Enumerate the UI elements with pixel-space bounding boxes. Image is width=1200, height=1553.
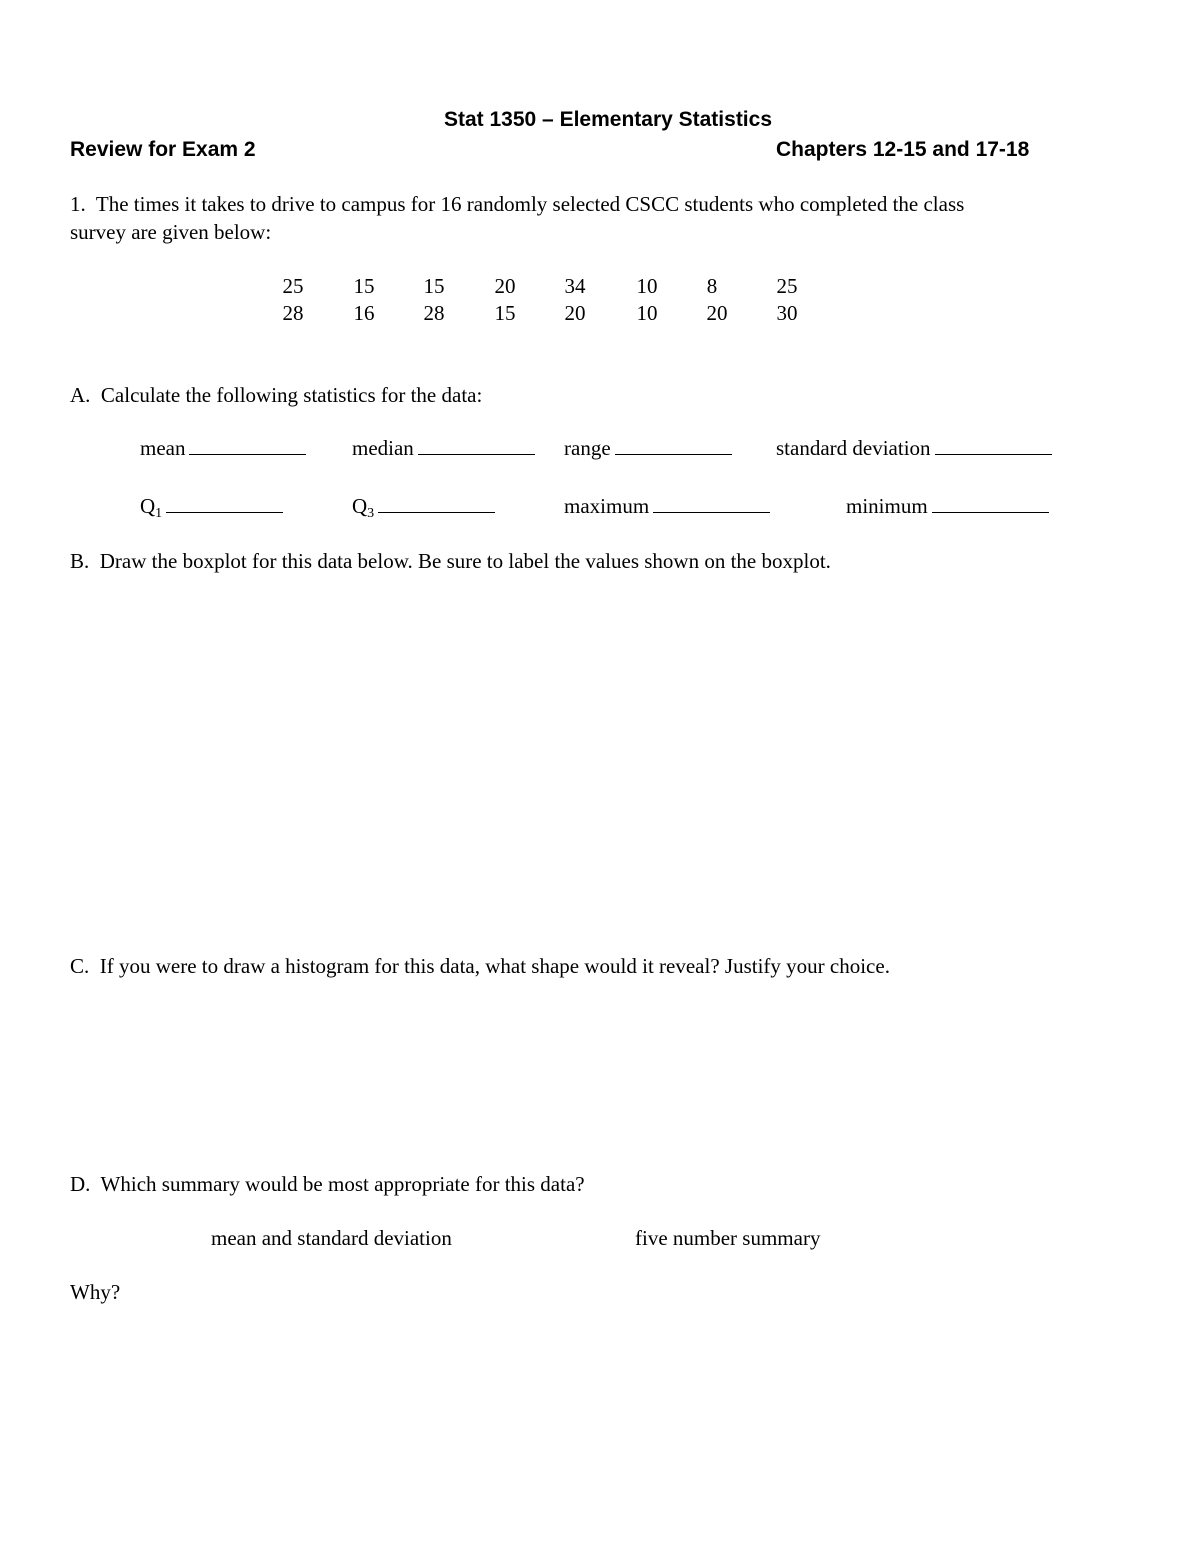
question-number: 1. — [70, 192, 86, 216]
range-item — [564, 436, 732, 461]
question-intro-line1: The times it takes to drive to campus for 16 randomly selected CSCC students who completed the class — [95, 192, 965, 216]
data-cell: 28 — [282, 301, 304, 325]
data-cell: 15 — [423, 274, 445, 298]
data-cell: 20 — [706, 301, 728, 325]
data-cell: 20 — [564, 301, 586, 325]
why-answer-area[interactable] — [70, 1315, 1130, 1495]
median-item — [352, 436, 535, 461]
q3-answer-blank[interactable] — [378, 495, 495, 513]
range-label: range — [564, 436, 611, 460]
data-cell: 8 — [706, 274, 718, 298]
minimum-label: minimum — [846, 494, 928, 518]
why-prompt: Why? — [70, 1280, 121, 1304]
median-label: median — [352, 436, 414, 460]
header-right: Chapters 12-15 and 17-18 — [776, 138, 1030, 161]
data-cell: 34 — [564, 274, 586, 298]
histogram-answer-area[interactable] — [70, 995, 1130, 1155]
mean-item — [140, 436, 306, 461]
mean-label: mean — [140, 436, 186, 460]
std-dev-label: standard deviation — [776, 436, 931, 460]
question-1-intro — [70, 192, 964, 217]
q1-item — [140, 494, 283, 522]
option-mean-std-dev[interactable]: mean and standard deviation — [211, 1226, 452, 1250]
median-answer-blank[interactable] — [418, 437, 535, 455]
data-cell: 28 — [423, 301, 445, 325]
part-b-text: Draw the boxplot for this data below. Be sure to label the values shown on the boxplot. — [99, 549, 831, 573]
minimum-answer-blank[interactable] — [932, 495, 1049, 513]
part-c-text: If you were to draw a histogram for this data, what shape would it reveal? Justify your choice. — [99, 954, 890, 978]
document-title: Stat 1350 – Elementary Statistics — [444, 108, 773, 131]
data-cell: 25 — [776, 274, 798, 298]
std-dev-item — [776, 436, 1052, 461]
data-cell: 30 — [776, 301, 798, 325]
part-c-label: C. — [70, 954, 90, 978]
header-left: Review for Exam 2 — [70, 138, 256, 161]
part-c-prompt — [70, 954, 890, 979]
std-dev-answer-blank[interactable] — [935, 437, 1052, 455]
data-cell: 15 — [353, 274, 375, 298]
part-a-text: Calculate the following statistics for the data: — [100, 383, 483, 407]
q3-item — [352, 494, 495, 522]
maximum-label: maximum — [564, 494, 650, 518]
data-cell: 10 — [636, 274, 658, 298]
part-a-label: A. — [70, 383, 91, 407]
part-a-prompt — [70, 383, 482, 408]
part-d-label: D. — [70, 1172, 91, 1196]
data-cell: 10 — [636, 301, 658, 325]
option-five-number-summary[interactable]: five number summary — [635, 1226, 821, 1250]
q1-answer-blank[interactable] — [166, 495, 283, 513]
question-intro-line2: survey are given below: — [70, 220, 272, 244]
part-b-label: B. — [70, 549, 90, 573]
boxplot-answer-area[interactable] — [70, 590, 1130, 930]
minimum-item — [846, 494, 1049, 519]
part-d-prompt — [70, 1172, 585, 1197]
maximum-item — [564, 494, 770, 519]
part-d-text: Which summary would be most appropriate for this data? — [100, 1172, 585, 1196]
part-b-prompt — [70, 549, 831, 574]
data-cell: 25 — [282, 274, 304, 298]
mean-answer-blank[interactable] — [189, 437, 306, 455]
q3-label: $Q_3$ — [352, 494, 375, 521]
q1-label: $Q_1$ — [140, 494, 163, 521]
data-cell: 16 — [353, 301, 375, 325]
maximum-answer-blank[interactable] — [653, 495, 770, 513]
range-answer-blank[interactable] — [615, 437, 732, 455]
data-cell: 20 — [494, 274, 516, 298]
data-cell: 15 — [494, 301, 516, 325]
